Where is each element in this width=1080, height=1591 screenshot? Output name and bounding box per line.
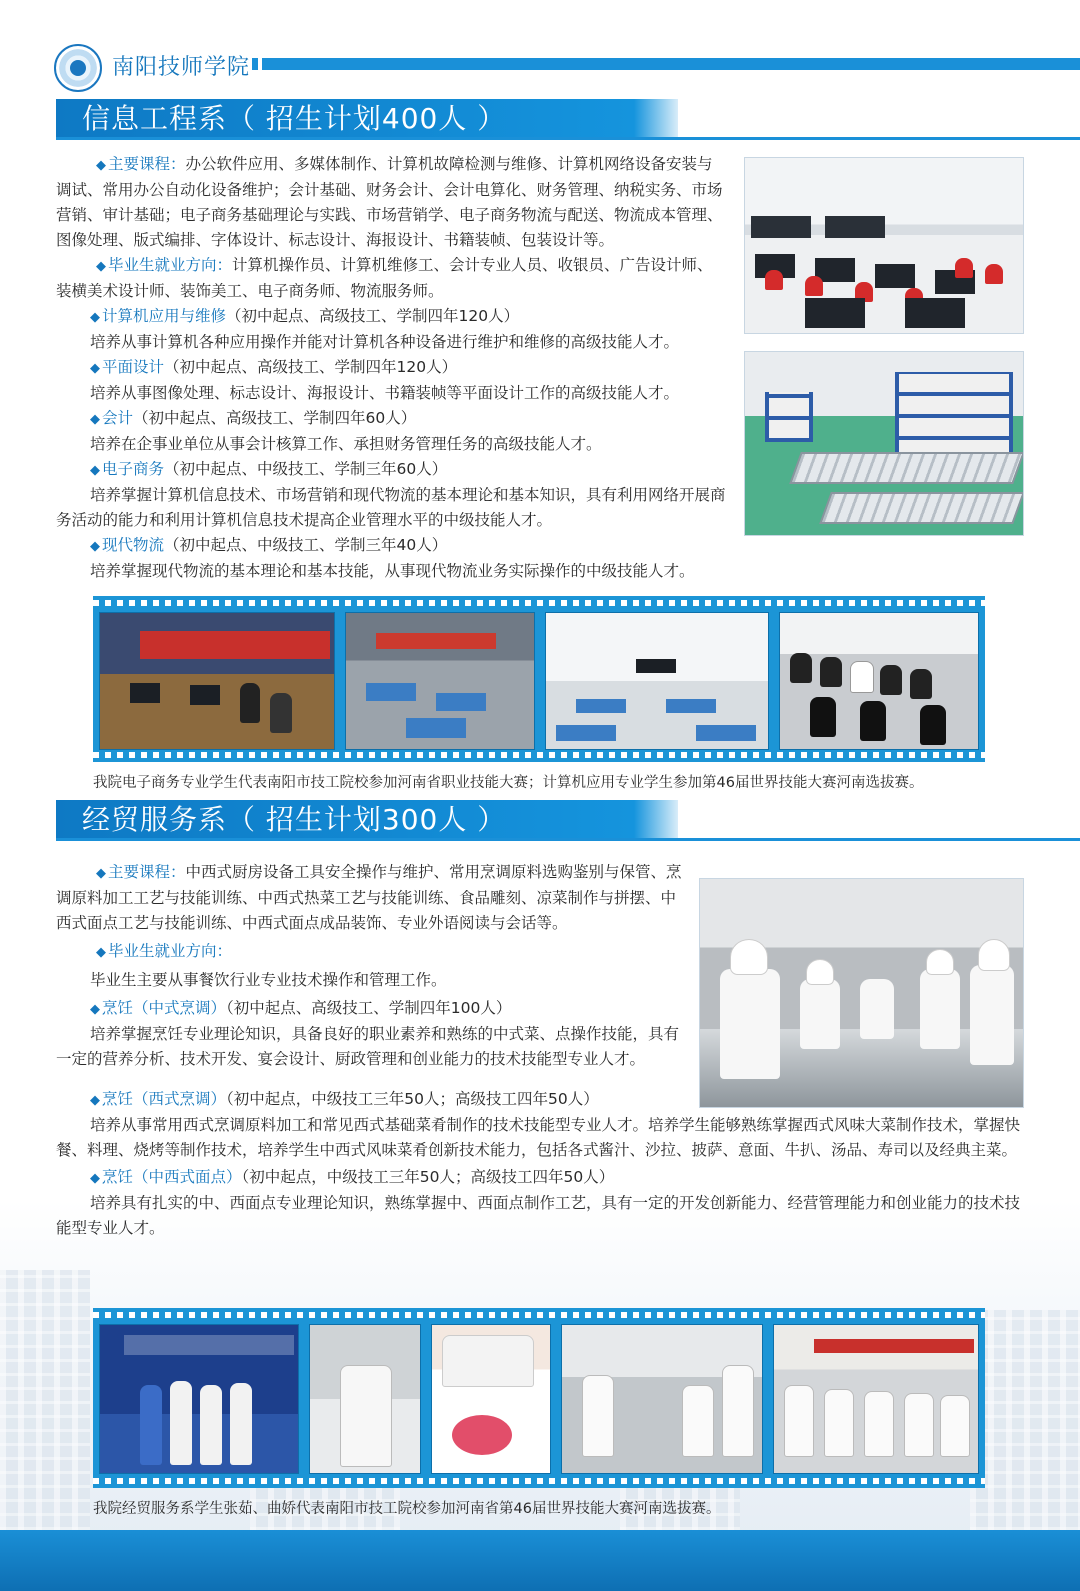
computer-classroom-photo [744, 157, 1024, 334]
logistics-warehouse-photo [744, 351, 1024, 536]
major-heading [56, 1165, 1026, 1191]
major-desc: 培养掌握计算机信息技术、市场营销和现代物流的基本理论和基本知识，具有利用网络开展商务活动的能力和利用计算机信息技术提高企业管理水平的中级技能人才。 [56, 486, 726, 529]
gallery-photo [99, 612, 335, 750]
major-desc: 培养从事常用西式烹调原料加工和常见西式基础菜肴制作的技术技能型专业人才。培养学生能够熟练掌握西式风味大菜制作技术，掌握快餐、料理、烧烤等制作技术，培养学生中西式风味菜肴创新技术能力，包括各式酱汁、沙拉、披萨、意面、牛扒、汤品、寿司以及经典主菜。 [56, 1116, 1021, 1159]
section1-text [56, 152, 726, 584]
major-name: ◆ 平面设计 [90, 358, 164, 376]
major-desc: 培养从事计算机各种应用操作并能对计算机各种设备进行维护和维修的高级技能人才。 [90, 333, 680, 351]
jobs-paragraph [56, 253, 726, 304]
major-heading [56, 533, 726, 559]
courses-text: 中西式厨房设备工具安全操作与维护、常用烹调原料选购鉴别与保管、烹调原料加工工艺与技能训练、中西式热菜工艺与技能训练、食品雕刻、凉菜制作与拼摆、中西式面点工艺与技能训练、中西式面点成品装饰、专业外语阅读与会话等。 [56, 863, 682, 932]
section-rule [56, 137, 1080, 140]
section-rule [56, 838, 1080, 841]
school-logo [54, 44, 102, 92]
gallery-photo [431, 1324, 551, 1474]
major-desc: 培养掌握现代物流的基本理论和基本技能，从事现代物流业务实际操作的中级技能人才。 [90, 562, 695, 580]
jobs-text: 毕业生主要从事餐饮行业专业技术操作和管理工作。 [90, 971, 447, 989]
jobs-label: ◆ 毕业生就业方向： [96, 942, 232, 960]
major-info: （初中起点、高级技工、学制四年120人） [226, 307, 520, 325]
courses-label: ◆ 主要课程： [96, 863, 186, 881]
major-name: ◆ 烹饪（中西式面点） [90, 1168, 242, 1186]
major-desc: 培养掌握烹饪专业理论知识，具备良好的职业素养和熟练的中式菜、点操作技能，具有一定的营养分析、技术开发、宴会设计、厨政管理和创业能力的技术技能型专业人才。 [56, 1025, 680, 1068]
courses-paragraph [56, 860, 688, 936]
section-title-trade-service: 经贸服务系（ 招生计划300人 ） [56, 800, 634, 840]
school-name: 南阳技师学院 [112, 55, 251, 80]
gallery-photo [779, 612, 979, 750]
jobs-text: 计算机操作员、计算机维修工、会计专业人员、收银员、广告设计师、装横美术设计师、装饰美工、电子商务师、物流服务师。 [56, 256, 713, 300]
major-desc: 培养从事图像处理、标志设计、海报设计、书籍装帧等平面设计工作的高级技能人才。 [90, 384, 680, 402]
photo-film-strip [93, 1308, 985, 1488]
major-heading [56, 304, 726, 330]
major-info: （初中起点，中级技工三年50人；高级技工四年50人） [226, 1090, 599, 1108]
major-name: ◆ 烹饪（西式烹调） [90, 1090, 226, 1108]
gallery-photo [561, 1324, 763, 1474]
major-heading [56, 406, 726, 432]
section-title-info-engineering: 信息工程系（ 招生计划400人 ） [56, 99, 634, 139]
courses-paragraph [56, 152, 726, 253]
gallery-photo [99, 1324, 299, 1474]
gallery-photo [345, 612, 535, 750]
major-name: ◆ 现代物流 [90, 536, 164, 554]
major-info: （初中起点、高级技工、学制四年120人） [164, 358, 458, 376]
photo-caption: 我院经贸服务系学生张茹、曲娇代表南阳市技工院校参加河南省第46届世界技能大赛河南选拔赛。 [93, 1501, 721, 1517]
major-name: ◆ 计算机应用与维修 [90, 307, 226, 325]
section2-text-upper [56, 860, 688, 1072]
gallery-photo [309, 1324, 421, 1474]
major-desc: 培养具有扎实的中、西面点专业理论知识，熟练掌握中、西面点制作工艺，具有一定的开发创新能力、经营管理能力和创业能力的技术技能型专业人才。 [56, 1194, 1021, 1237]
jobs-label-line [56, 939, 688, 965]
courses-label: ◆ 主要课程： [96, 155, 186, 173]
major-info: （初中起点，中级技工三年50人；高级技工四年50人） [241, 1168, 615, 1186]
major-heading [56, 996, 688, 1022]
major-name: ◆ 电子商务 [90, 460, 164, 478]
major-name: ◆ 会计 [90, 409, 133, 427]
major-heading [56, 355, 726, 381]
major-info: （初中起点、中级技工、学制三年40人） [164, 536, 448, 554]
footer-band [0, 1530, 1080, 1591]
gallery-photo [773, 1324, 979, 1474]
major-info: （初中起点、高级技工、学制四年60人） [133, 409, 417, 427]
photo-film-strip [93, 596, 985, 762]
header-rule [262, 58, 1080, 70]
gallery-photo [545, 612, 769, 750]
major-info: （初中起点、中级技工、学制三年60人） [164, 460, 448, 478]
jobs-label: ◆ 毕业生就业方向： [96, 256, 232, 274]
major-desc: 培养在企事业单位从事会计核算工作、承担财务管理任务的高级技能人才。 [90, 435, 602, 453]
section2-text-lower [56, 1087, 1026, 1241]
major-info: （初中起点、高级技工、学制四年100人） [226, 999, 512, 1017]
major-name: ◆ 烹饪（中式烹调） [90, 999, 226, 1017]
photo-caption: 我院电子商务专业学生代表南阳市技工院校参加河南省职业技能大赛；计算机应用专业学生参加第46届世界技能大赛河南选拔赛。 [93, 775, 924, 791]
major-heading [56, 457, 726, 483]
courses-text: 办公软件应用、多媒体制作、计算机故障检测与维修、计算机网络设备安装与调试、常用办公自动化设备维护；会计基础、财务会计、会计电算化、财务管理、纳税实务、市场营销、审计基础；电子商务基础理论与实践、市场营销学、电子商务物流与配送、物流成本管理、图像处理、版式编排、字体设计、标志设计、海报设计、书籍装帧、包装设计等。 [56, 155, 723, 249]
kitchen-training-photo [699, 878, 1024, 1108]
